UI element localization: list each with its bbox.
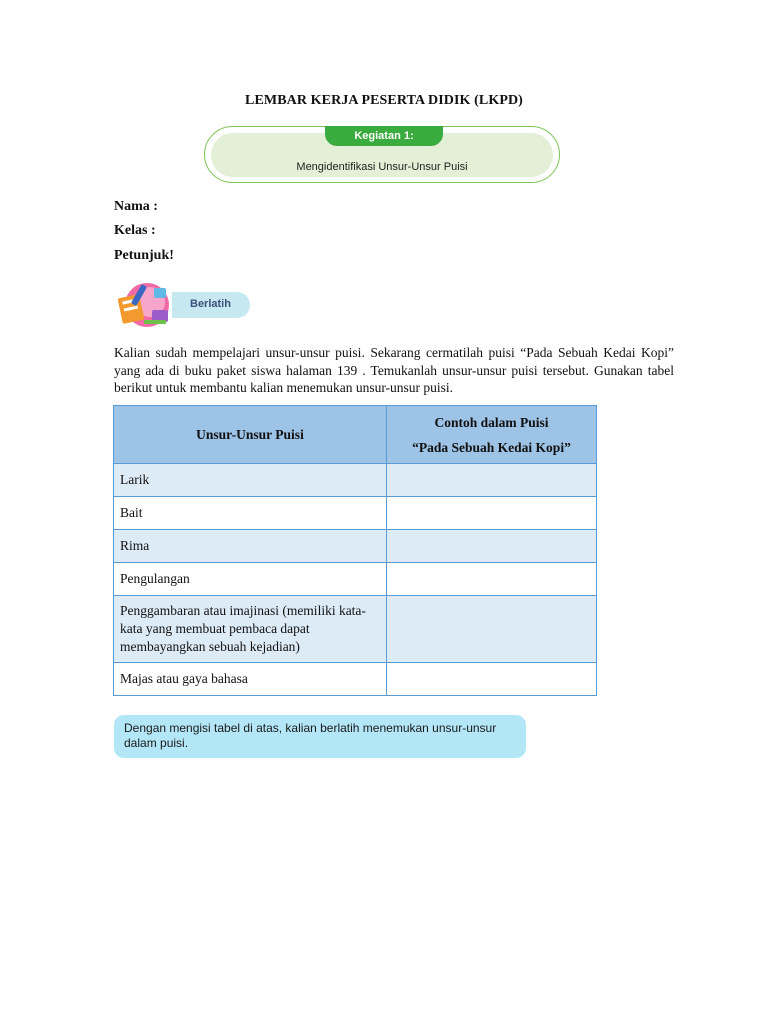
table-row <box>114 464 597 497</box>
table-row <box>114 663 597 696</box>
row-unsur-cell: Majas atau gaya bahasa <box>114 663 387 696</box>
unsur-puisi-table <box>113 405 597 696</box>
row-contoh-cell[interactable] <box>387 464 597 497</box>
table-row <box>114 497 597 530</box>
header-contoh-line2: “Pada Sebuah Kedai Kopi” <box>412 439 571 455</box>
kegiatan-banner <box>204 126 560 183</box>
table-header-row <box>114 406 597 464</box>
kegiatan-label: Kegiatan 1: <box>325 126 443 146</box>
kelas-label: Kelas : <box>114 223 156 238</box>
row-unsur-cell: Pengulangan <box>114 563 387 596</box>
berlatih-badge <box>116 280 256 330</box>
practice-illustration-icon <box>116 280 178 330</box>
summary-note: Dengan mengisi tabel di atas, kalian berlatih menemukan unsur-unsur dalam puisi. <box>114 715 526 758</box>
intro-paragraph: Kalian sudah mempelajari unsur-unsur puisi. Sekarang cermatilah puisi “Pada Sebuah Kedai Kopi” yang ada di buku paket siswa halaman 139 . Temukanlah unsur-unsur puisi tersebut. Gunakan tabel berikut untuk membantu kalian menemukan unsur-unsur puisi. <box>114 345 674 395</box>
row-contoh-cell[interactable] <box>387 530 597 563</box>
header-unsur: Unsur-Unsur Puisi <box>114 406 387 464</box>
kegiatan-subtitle: Mengidentifikasi Unsur-Unsur Puisi <box>296 161 468 173</box>
header-contoh <box>387 406 597 464</box>
row-contoh-cell[interactable] <box>387 596 597 663</box>
row-unsur-cell: Penggambaran atau imajinasi (memiliki kata-kata yang membuat pembaca dapat membayangkan sebuah kejadian) <box>114 596 387 663</box>
row-contoh-cell[interactable] <box>387 663 597 696</box>
row-unsur-cell: Rima <box>114 530 387 563</box>
row-unsur-cell: Bait <box>114 497 387 530</box>
header-contoh-line1: Contoh dalam Puisi <box>434 414 549 430</box>
row-unsur-cell: Larik <box>114 464 387 497</box>
table-row <box>114 596 597 663</box>
table-row <box>114 563 597 596</box>
nama-label: Nama : <box>114 199 158 214</box>
berlatih-label: Berlatih <box>190 298 231 310</box>
table-row <box>114 530 597 563</box>
row-contoh-cell[interactable] <box>387 563 597 596</box>
petunjuk-label: Petunjuk! <box>114 248 174 263</box>
row-contoh-cell[interactable] <box>387 497 597 530</box>
page-title: LEMBAR KERJA PESERTA DIDIK (LKPD) <box>245 93 523 108</box>
